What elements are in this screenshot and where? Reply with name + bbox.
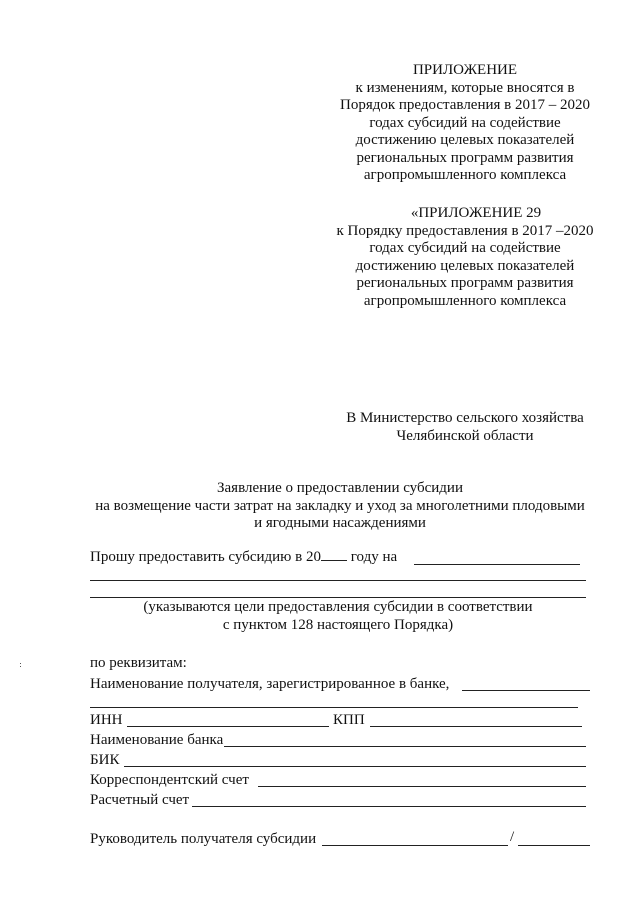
purpose-hint [90,599,586,634]
purpose-blank-1[interactable] [414,564,580,565]
annex29-line: агропромышленного комплекса [363,292,567,309]
signature-field[interactable] [322,845,508,846]
statement-title-line: и ягодными насаждениями [254,515,426,531]
inn-label: ИНН [90,712,123,728]
addressee-line: Челябинской области [396,427,534,444]
annex-line: агропромышленного комплекса [363,167,567,183]
kpp-field[interactable] [370,726,582,727]
annex29-title: «ПРИЛОЖЕНИЕ 29 [410,205,542,221]
annex29-line: региональных программ развития [356,275,574,291]
purpose-blank-3[interactable] [90,597,586,598]
head-label: Руководитель получателя субсидии [90,831,317,847]
purpose-hint-line: с пунктом 128 настоящего Порядка) [222,616,454,633]
requisites-label: по реквизитам: [90,655,187,671]
annex29-line: к Порядку предоставления в 2017 –2020 [336,222,594,239]
bank-name-label: Наименование банка [90,732,224,748]
bik-label: БИК [90,752,120,768]
request-suffix: году на [346,549,398,565]
bank-name-field[interactable] [224,746,586,747]
purpose-hint-line: (указываются цели предоставления субсидии в соответствии [143,599,533,615]
request-text [90,548,397,566]
inn-field[interactable] [127,726,329,727]
settlement-account-label: Расчетный счет [90,792,190,808]
annex29-header [330,205,600,310]
scan-speck [20,666,21,667]
request-prefix: Прошу предоставить субсидию в 20 [90,549,321,565]
addressee-line: В Министерство сельского хозяйства [346,410,584,426]
corr-account-label: Корреспондентский счет [90,772,249,788]
annex-line: достижению целевых показателей [355,132,575,148]
annex-line: годах субсидий на содействие [369,114,561,131]
statement-title [60,480,620,533]
scan-speck [20,663,21,664]
recipient-name-label: Наименование получателя, зарегистрированное в банке, [90,676,450,692]
bik-field[interactable] [124,766,586,767]
recipient-name-field-2[interactable] [90,707,578,708]
annex29-line: годах субсидий на содействие [369,240,561,256]
annex-header [330,62,600,185]
annex29-line: достижению целевых показателей [355,257,575,274]
kpp-label: КПП [333,712,365,728]
settlement-account-field[interactable] [192,806,586,807]
year-blank[interactable] [321,548,347,561]
signature-separator: / [510,829,515,845]
statement-title-line: Заявление о предоставлении субсидии [217,480,463,496]
recipient-name-field[interactable] [462,690,590,691]
addressee [330,410,600,445]
annex-line: к изменениям, которые вносятся в [355,79,575,96]
statement-title-line: на возмещение части затрат на закладку и уход за многолетними плодовыми [95,497,585,514]
annex-line: Порядок предоставления в 2017 – 2020 [339,97,590,113]
name-field[interactable] [518,845,590,846]
annex-title: ПРИЛОЖЕНИЕ [412,62,518,78]
annex-line: региональных программ развития [356,149,574,166]
purpose-blank-2[interactable] [90,580,586,581]
corr-account-field[interactable] [258,786,586,787]
